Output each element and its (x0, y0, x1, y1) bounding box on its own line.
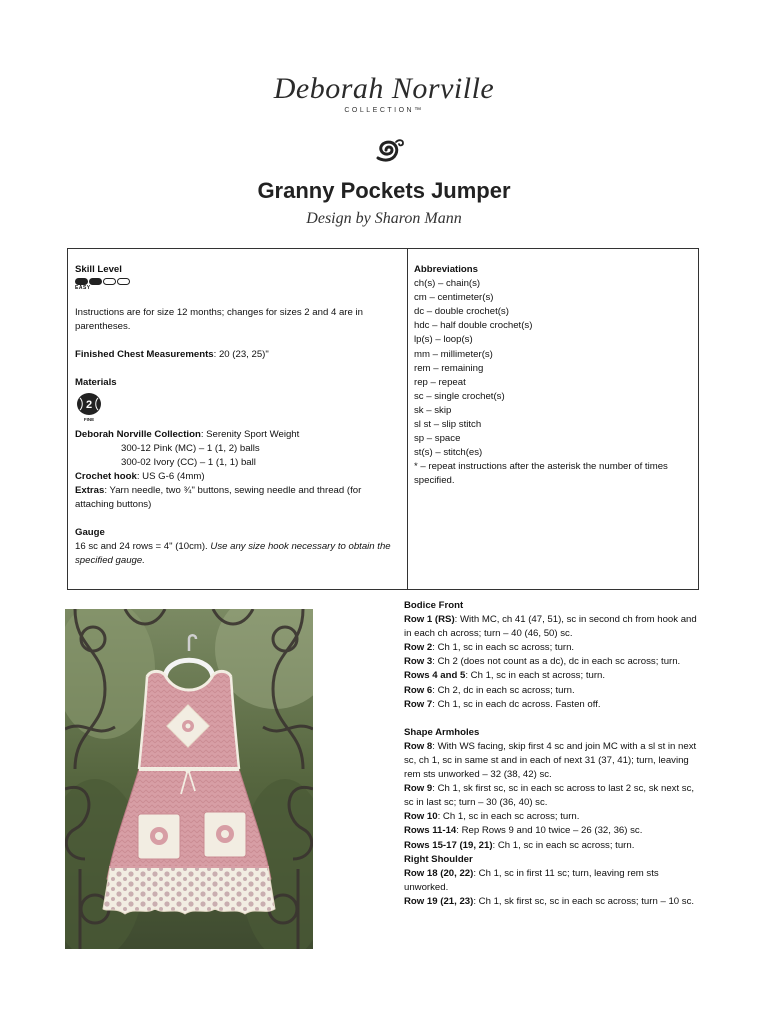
yarn-weight-caption: FINE (83, 417, 95, 423)
hook-value: : US G-6 (4mm) (136, 470, 205, 482)
abbreviation-item: st(s) – stitch(es) (414, 447, 483, 459)
yarn-weight-2-icon (75, 392, 103, 422)
skill-level-heading: Skill Level (75, 264, 122, 275)
abbreviation-item: ch(s) – chain(s) (414, 278, 481, 290)
abbreviation-item: sp – space (414, 433, 461, 445)
hook-label: Crochet hook (75, 470, 137, 482)
extras-value: : Yarn needle, two ¾" buttons, sewing needle and thread (for attaching buttons) (75, 484, 362, 511)
chest-label: Finished Chest Measurements (75, 349, 214, 361)
instruction-row: Row 2: Ch 1, sc in each sc across; turn. (404, 642, 575, 654)
designer-credit: Design by Sharon Mann (306, 210, 462, 227)
abbreviation-item: mm – millimeter(s) (414, 348, 493, 360)
instruction-row: Rows 15-17 (19, 21): Ch 1, sc in each sc across; turn. (404, 839, 635, 851)
shape-armholes-heading: Shape Armholes (404, 726, 480, 738)
instruction-row: Row 6: Ch 2, dc in each sc across; turn. (404, 684, 575, 696)
brand-logo (0, 72, 768, 114)
abbreviation-item: sc – single crochet(s) (414, 390, 505, 402)
instruction-row: Row 3: Ch 2 (does not count as a dc), dc in each sc across; turn. (404, 656, 681, 668)
pattern-title: Granny Pockets Jumper (257, 178, 511, 203)
abbreviation-item: dc – double crochet(s) (414, 306, 509, 318)
abbreviation-item: rem – remaining (414, 362, 484, 374)
instruction-row: Row 9: Ch 1, sk first sc, sc in each sc across to last 2 sc, sk next sc, sc in last sc; turn – 30 (36, 40) sc. (404, 783, 695, 809)
pattern-info-box (67, 248, 699, 590)
gauge-line (75, 540, 397, 568)
abbreviation-item: rep – repeat (414, 376, 466, 388)
yarn-name: : Serenity Sport Weight (200, 428, 300, 440)
bodice-front-heading: Bodice Front (404, 600, 464, 611)
instruction-row: Row 18 (20, 22): Ch 1, sc in first 11 sc; turn, leaving rem sts unworked. (404, 867, 659, 893)
extras-line (75, 484, 397, 512)
gauge-note: Use any size hook necessary to obtain the specified gauge. (75, 541, 391, 567)
jumper-photo (65, 609, 313, 949)
gauge-value: 16 sc and 24 rows = 4" (10cm). (75, 541, 211, 553)
swirl-logo-icon (372, 136, 406, 164)
instructions-section (404, 599, 700, 909)
instruction-row: Rows 4 and 5: Ch 1, sc in each st across; turn. (404, 670, 606, 682)
materials-heading: Materials (75, 377, 117, 389)
brand-subtitle: COLLECTION™ (344, 107, 424, 114)
instruction-row: Row 7: Ch 1, sc in each dc across. Fasten off. (404, 698, 601, 710)
instruction-row: Rows 11-14: Rep Rows 9 and 10 twice – 26 (32, 36) sc. (404, 825, 643, 837)
abbreviations-heading: Abbreviations (414, 264, 478, 275)
right-shoulder-heading: Right Shoulder (404, 853, 473, 865)
skill-level-easy-icon (75, 278, 397, 285)
instruction-row: Row 10: Ch 1, sc in each sc across; turn. (404, 811, 580, 823)
instruction-row: Row 1 (RS): With MC, ch 41 (47, 51), sc in second ch from hook and in each ch across; turn – 40 (46, 50) sc. (404, 614, 697, 640)
abbreviations-column (414, 263, 694, 489)
extras-label: Extras (75, 484, 105, 496)
chest-measurements (75, 348, 397, 362)
abbreviation-item: hdc – half double crochet(s) (414, 320, 533, 332)
sizes-note: Instructions are for size 12 months; changes for sizes 2 and 4 are in parentheses. (75, 307, 363, 333)
gauge-heading: Gauge (75, 527, 105, 539)
abbreviation-item: * – repeat instructions after the asterisk the number of times specified. (414, 461, 668, 487)
abbreviation-item: sl st – slip stitch (414, 419, 482, 431)
hook-line (75, 470, 397, 484)
instruction-row: Row 8: With WS facing, skip first 4 sc and join MC with a sl st in next sc, ch 1, sc in same st and in each of next 31 (37, 41); turn, leaving rem sts unworked – 32 (38, 42) sc. (404, 740, 697, 781)
yarn-color-2: 300-02 Ivory (CC) – 1 (1, 1) ball (121, 456, 256, 468)
yarn-brand: Deborah Norville Collection (75, 428, 201, 440)
yarn-color-1: 300-12 Pink (MC) – 1 (1, 2) balls (121, 442, 260, 454)
skill-level-caption: EASY (75, 285, 91, 292)
abbreviation-item: sk – skip (414, 404, 452, 416)
abbreviation-item: lp(s) – loop(s) (414, 334, 473, 346)
materials-column (75, 263, 397, 568)
instruction-row: Row 19 (21, 23): Ch 1, sk first sc, sc in each sc across; turn – 10 sc. (404, 895, 695, 907)
yarn-line (75, 428, 397, 442)
yarn-weight-number: 2 (85, 399, 93, 412)
abbreviation-item: cm – centimeter(s) (414, 292, 494, 304)
column-divider (407, 249, 408, 589)
brand-name: Deborah Norville (273, 72, 495, 105)
chest-value: : 20 (23, 25)" (213, 349, 269, 361)
